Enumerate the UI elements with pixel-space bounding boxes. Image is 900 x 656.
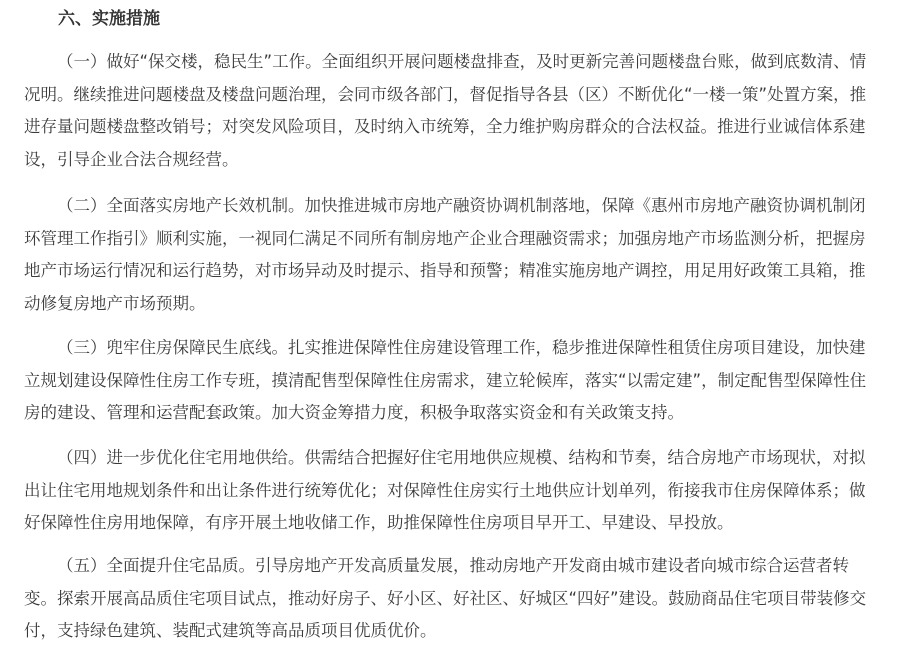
paragraph-measure-1: （一）做好“保交楼，稳民生”工作。全面组织开展问题楼盘排查，及时更新完善问题楼盘台账，做到底数清、情况明。继续推进问题楼盘及楼盘问题治理，会同市级各部门，督促指导各县（区）不断优化“一楼一策”处置方案，推进存量问题楼盘整改销号；对突发风险项目，及时纳入市统筹，全力维护购房群众的合法权益。推进行业诚信体系建设，引导企业合法合规经营。 [24,52,867,169]
paragraph-measure-2: （二）全面落实房地产长效机制。加快推进城市房地产融资协调机制落地，保障《惠州市房地产融资协调机制闭环管理工作指引》顺利实施，一视同仁满足不同所有制房地产企业合理融资需求；加强房地产市场监测分析，把握房地产市场运行情况和运行趋势，对市场异动及时提示、指导和预警；精准实施房地产调控，用足用好政策工具箱，推动修复房地产市场预期。 [24,196,866,313]
paragraph-measure-4: （四）进一步优化住宅用地供给。供需结合把握好住宅用地供应规模、结构和节奏，结合房地产市场现状，对拟出让住宅用地规划条件和出让条件进行统筹优化；对保障性住房实行土地供应计划单列，衔接我市住房保障体系；做好保障性住房用地保障，有序开展土地收储工作，助推保障性住房项目早开工、早建设、早投放。 [24,448,866,532]
paragraph-measure-3: （三）兜牢住房保障民生底线。扎实推进保障性住房建设管理工作，稳步推进保障性租赁住房项目建设，加快建立规划建设保障性住房工作专班，摸清配售型保障性住房需求，建立轮候库，落实“以需定建”，制定配售型保障性住房的建设、管理和运营配套政策。加大资金筹措力度，积极争取落实资金和有关政策支持。 [24,338,867,422]
paragraph-measure-5: （五）全面提升住宅品质。引导房地产开发高质量发展，推动房地产开发商由城市建设者向城市综合运营者转变。探索开展高品质住宅项目试点，推动好房子、好小区、好社区、好城区“四好”建设。鼓励商品住宅项目带装修交付，支持绿色建筑、装配式建筑等高品质项目优质优价。 [24,556,867,640]
section-heading: 六、实施措施 [58,9,160,29]
